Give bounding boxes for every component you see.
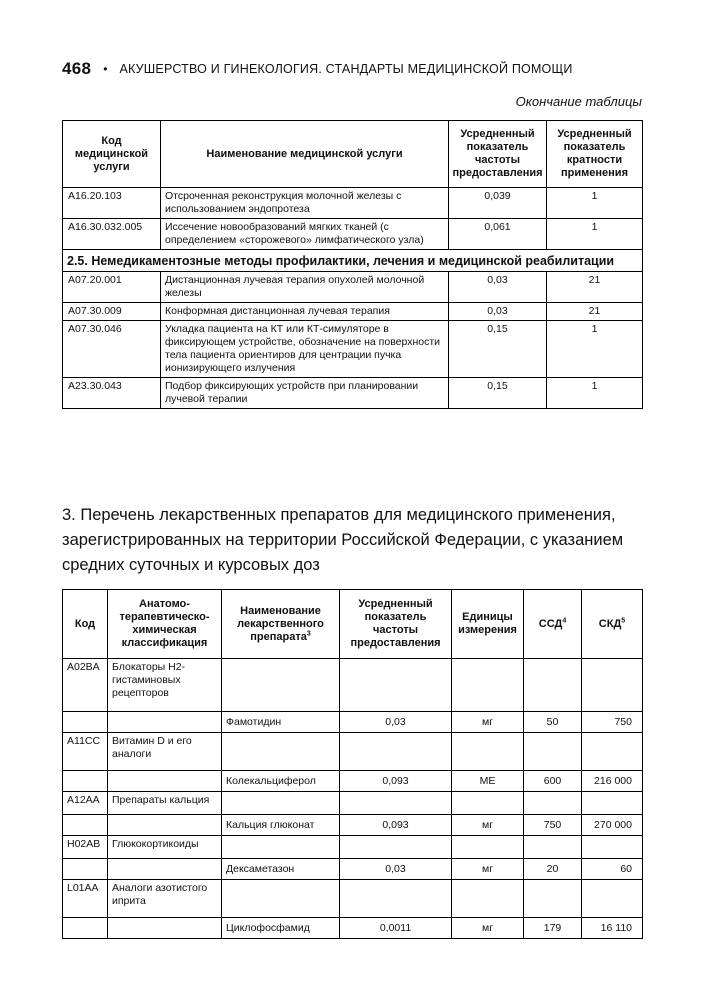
- header-bullet: •: [103, 62, 108, 76]
- frequency-value: 0,03: [340, 712, 452, 733]
- ssd-value: 750: [524, 815, 582, 836]
- frequency-value: 0,15: [449, 321, 547, 378]
- frequency-value: 0,03: [340, 859, 452, 880]
- atc-class: Витамин D и его аналоги: [108, 733, 222, 771]
- empty-cell: [340, 836, 452, 859]
- empty-cell: [108, 815, 222, 836]
- drug-row: [63, 771, 643, 792]
- multiplicity-value: 1: [547, 188, 643, 219]
- header-multiplicity: Усредненный показатель кратности применения: [547, 121, 643, 188]
- service-code: A23.30.043: [63, 378, 161, 409]
- atc-class: Препараты кальция: [108, 792, 222, 815]
- footnote-ref: 4: [562, 616, 567, 624]
- service-name: Подбор фиксирующих устройств при планировании лучевой терапии: [161, 378, 449, 409]
- table-row: [63, 321, 643, 378]
- unit-value: МЕ: [452, 771, 524, 792]
- empty-cell: [524, 792, 582, 815]
- frequency-value: 0,061: [449, 219, 547, 250]
- page-header: [62, 58, 642, 80]
- table-row: [63, 303, 643, 321]
- skd-value: 16 110: [582, 918, 643, 939]
- drugs-table: [62, 589, 643, 939]
- empty-cell: [108, 918, 222, 939]
- drug-row: [63, 712, 643, 733]
- footnote-ref: 3: [306, 629, 311, 637]
- footnote-ref: 5: [621, 616, 626, 624]
- empty-cell: [108, 712, 222, 733]
- service-name: Конформная дистанционная лучевая терапия: [161, 303, 449, 321]
- service-name: Иссечение новообразований мягких тканей (с определением «сторожевого» лимфатического узла): [161, 219, 449, 250]
- empty-cell: [582, 733, 643, 771]
- header-code: Код: [63, 590, 108, 659]
- skd-value: 750: [582, 712, 643, 733]
- header-service-name: Наименование медицинской услуги: [161, 121, 449, 188]
- atc-class: Аналоги азотистого иприта: [108, 880, 222, 918]
- header-units: Единицы измерения: [452, 590, 524, 659]
- table-section-row: [63, 250, 643, 272]
- atc-class: Глюкокортикоиды: [108, 836, 222, 859]
- empty-cell: [340, 659, 452, 712]
- table-row: [63, 219, 643, 250]
- service-code: A07.20.001: [63, 272, 161, 303]
- multiplicity-value: 1: [547, 378, 643, 409]
- empty-cell: [63, 918, 108, 939]
- atc-group-row: [63, 659, 643, 712]
- service-name: Отсроченная реконструкция молочной железы с использованием эндопротеза: [161, 188, 449, 219]
- empty-cell: [222, 836, 340, 859]
- empty-cell: [222, 792, 340, 815]
- empty-cell: [524, 880, 582, 918]
- empty-cell: [582, 659, 643, 712]
- services-table: [62, 120, 643, 409]
- empty-cell: [108, 771, 222, 792]
- table-header-row: [63, 121, 643, 188]
- drug-name: Фамотидин: [222, 712, 340, 733]
- header-drug-name-text: Наименование лекарственного препарата: [237, 604, 324, 643]
- service-code: A07.30.046: [63, 321, 161, 378]
- header-ssd-text: ССД: [538, 617, 563, 630]
- header-frequency: Усредненный показатель частоты предоставления: [449, 121, 547, 188]
- drug-name: Циклофосфамид: [222, 918, 340, 939]
- table-header-row: [63, 590, 643, 659]
- drug-row: [63, 918, 643, 939]
- atc-group-row: [63, 733, 643, 771]
- table-row: [63, 378, 643, 409]
- atc-class: Блокаторы H2-гистаминовых рецепторов: [108, 659, 222, 712]
- atc-code: H02AB: [63, 836, 108, 859]
- unit-value: мг: [452, 918, 524, 939]
- frequency-value: 0,0011: [340, 918, 452, 939]
- atc-group-row: [63, 836, 643, 859]
- empty-cell: [452, 880, 524, 918]
- empty-cell: [452, 836, 524, 859]
- table-row: [63, 188, 643, 219]
- unit-value: мг: [452, 712, 524, 733]
- drug-row: [63, 859, 643, 880]
- ssd-value: 20: [524, 859, 582, 880]
- drug-name: Дексаметазон: [222, 859, 340, 880]
- empty-cell: [340, 880, 452, 918]
- empty-cell: [452, 792, 524, 815]
- empty-cell: [63, 859, 108, 880]
- atc-group-row: [63, 880, 643, 918]
- skd-value: 60: [582, 859, 643, 880]
- atc-code: L01AA: [63, 880, 108, 918]
- page-number: 468: [62, 59, 92, 78]
- unit-value: мг: [452, 815, 524, 836]
- atc-code: A12AA: [63, 792, 108, 815]
- frequency-value: 0,03: [449, 303, 547, 321]
- section-3-title: 3. Перечень лекарственных препаратов для медицинского применения, зарегистрированных на территории Российской Федерации, с указанием средних суточных и курсовых доз: [62, 506, 624, 574]
- header-service-code: Код медицинской услуги: [63, 121, 161, 188]
- ssd-value: 600: [524, 771, 582, 792]
- ssd-value: 179: [524, 918, 582, 939]
- multiplicity-value: 21: [547, 272, 643, 303]
- empty-cell: [63, 815, 108, 836]
- service-code: A16.20.103: [63, 188, 161, 219]
- empty-cell: [63, 771, 108, 792]
- empty-cell: [452, 733, 524, 771]
- unit-value: мг: [452, 859, 524, 880]
- multiplicity-value: 21: [547, 303, 643, 321]
- multiplicity-value: 1: [547, 321, 643, 378]
- empty-cell: [582, 836, 643, 859]
- service-code: A16.30.032.005: [63, 219, 161, 250]
- header-ssd: [524, 590, 582, 659]
- atc-code: A02BA: [63, 659, 108, 712]
- service-name: Дистанционная лучевая терапия опухолей молочной железы: [161, 272, 449, 303]
- skd-value: 270 000: [582, 815, 643, 836]
- running-title: АКУШЕРСТВО И ГИНЕКОЛОГИЯ. СТАНДАРТЫ МЕДИЦИНСКОЙ ПОМОЩИ: [119, 62, 573, 76]
- skd-value: 216 000: [582, 771, 643, 792]
- empty-cell: [524, 836, 582, 859]
- drug-name: Колекальциферол: [222, 771, 340, 792]
- atc-code: A11CC: [63, 733, 108, 771]
- table-continuation-caption: Окончание таблицы: [515, 94, 642, 109]
- section-heading: 2.5. Немедикаментозные методы профилактики, лечения и медицинской реабилитации: [63, 250, 643, 272]
- frequency-value: 0,15: [449, 378, 547, 409]
- empty-cell: [63, 712, 108, 733]
- drug-row: [63, 815, 643, 836]
- empty-cell: [222, 733, 340, 771]
- header-skd-text: СКД: [598, 617, 622, 630]
- service-name: Укладка пациента на КТ или КТ-симуляторе в фиксирующем устройстве, обозначение на поверхности тела пациента ориентиров для центрации пучка ионизирующего излучения: [161, 321, 449, 378]
- empty-cell: [222, 659, 340, 712]
- empty-cell: [524, 733, 582, 771]
- header-skd: [582, 590, 643, 659]
- header-atc: Анатомо-терапевтическо-химическая классификация: [108, 590, 222, 659]
- atc-group-row: [63, 792, 643, 815]
- empty-cell: [582, 880, 643, 918]
- frequency-value: 0,093: [340, 815, 452, 836]
- empty-cell: [582, 792, 643, 815]
- ssd-value: 50: [524, 712, 582, 733]
- frequency-value: 0,039: [449, 188, 547, 219]
- empty-cell: [222, 880, 340, 918]
- empty-cell: [340, 792, 452, 815]
- drug-name: Кальция глюконат: [222, 815, 340, 836]
- header-frequency: Усредненный показатель частоты предоставления: [340, 590, 452, 659]
- empty-cell: [452, 659, 524, 712]
- service-code: A07.30.009: [63, 303, 161, 321]
- multiplicity-value: 1: [547, 219, 643, 250]
- frequency-value: 0,093: [340, 771, 452, 792]
- empty-cell: [524, 659, 582, 712]
- header-drug-name: [222, 590, 340, 659]
- empty-cell: [108, 859, 222, 880]
- empty-cell: [340, 733, 452, 771]
- table-row: [63, 272, 643, 303]
- frequency-value: 0,03: [449, 272, 547, 303]
